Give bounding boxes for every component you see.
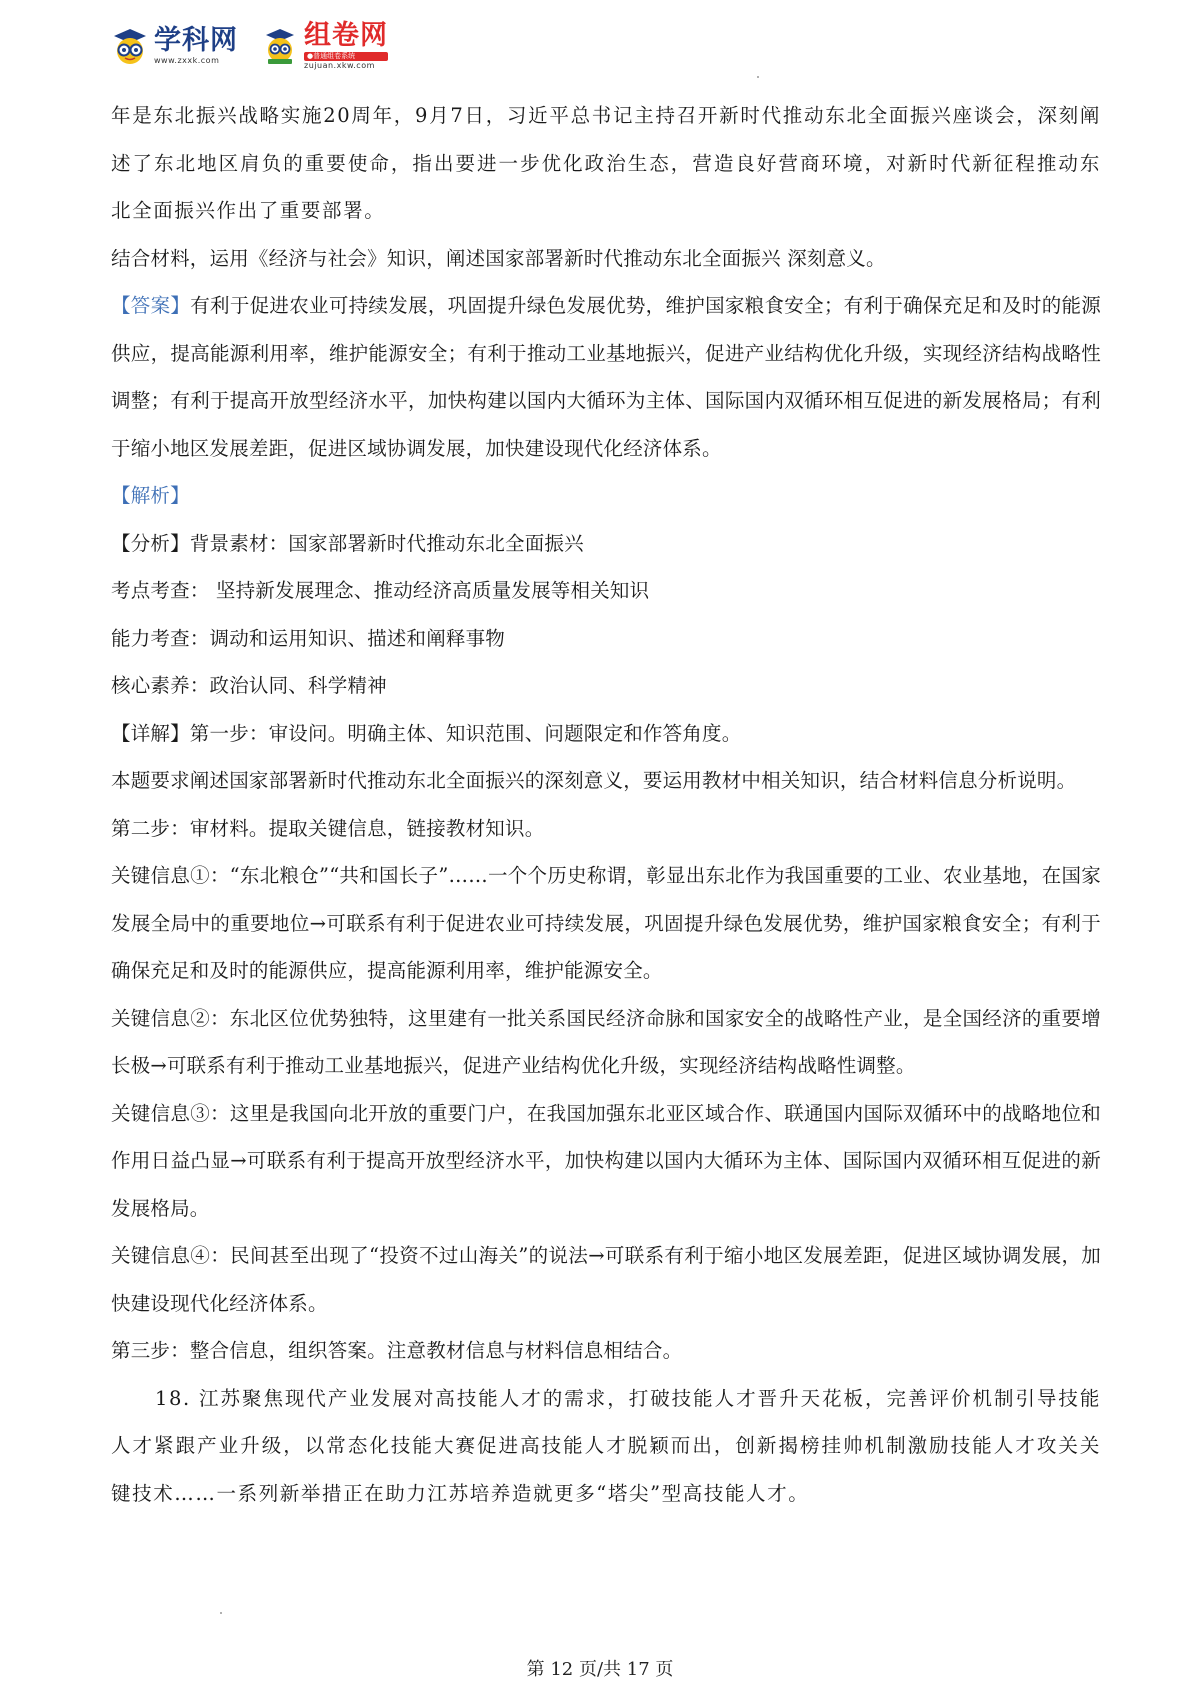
xuekewang-url: www.zxxk.com [154,56,220,65]
zujuanwang-mascot-icon [260,26,300,66]
scan-dot [220,1612,222,1614]
zujuanwang-title: 组卷网 [304,20,388,51]
analysis-tag: 【解析】 [111,484,190,507]
xuekewang-title: 学科网 [154,25,238,56]
answer-block [111,282,1101,472]
material-paragraph: 年是东北振兴战略实施20周年，9月7日，习近平总书记主持召开新时代推动东北全面振兴座谈会，深刻阐述了东北地区肩负的重要使命，指出要进一步优化政治生态，营造良好营商环境，对新时代新征程推动东北全面振兴作出了重要部署。 [111,104,1101,222]
analysis-background: 【分析】背景素材：国家部署新时代推动东北全面振兴 [111,531,584,555]
question-18: 18. 江苏聚焦现代产业发展对高技能人才的需求，打破技能人才晋升天花板，完善评价机制引导技能人才紧跟产业升级，以常态化技能大赛促进高技能人才脱颖而出，创新揭榜挂帅机制激励技能人才攻关关键技术……一系列新举措正在助力江苏培养造就更多“塔尖”型高技能人才。 [111,1386,1101,1505]
zujuanwang-url: zujuan.xkw.com [304,61,375,70]
analysis-ability: 能力考查：调动和运用知识、描述和阐释事物 [111,626,506,650]
analysis-core-literacy: 核心素养：政治认同、科学精神 [111,674,387,697]
page-number: 第 12 页/共 17 页 [526,1659,674,1680]
page-content [111,92,1101,1517]
detail-step-two: 第二步：审材料。提取关键信息，链接教材知识。 [111,816,545,840]
question-prompt: 结合材料，运用《经济与社会》知识，阐述国家部署新时代推动东北全面振兴 深刻意义。 [111,246,886,270]
zujuanwang-badge: ●普通组卷系统 [304,52,388,61]
key-info-1: 关键信息①：“东北粮仓”“共和国长子”……一个个历史称谓，彰显出东北作为我国重要的工业、农业基地，在国家发展全局中的重要地位→可联系有利于促进农业可持续发展，巩固提升绿色发展优势，维护国家粮食安全；有利于确保充足和及时的能源供应，提高能源利用率，维护能源安全。 [111,864,1101,982]
detail-step-three: 第三步：整合信息，组织答案。注意教材信息与材料信息相结合。 [111,1339,683,1362]
detail-requirement: 本题要求阐述国家部署新时代推动东北全面振兴的深刻意义，要运用教材中相关知识，结合材料信息分析说明。 [111,769,1077,792]
answer-tag: 【答案】 [111,294,191,317]
key-info-3: 关键信息③：这里是我国向北开放的重要门户，在我国加强东北亚区域合作、联通国内国际双循环中的战略地位和作用日益凸显→可联系有利于提高开放型经济水平，加快构建以国内大循环为主体、国际国内双循环相互促进的新发展格局。 [111,1101,1101,1220]
scan-dot [757,76,759,78]
xuekewang-mascot-icon [110,26,150,66]
detail-step-one: 【详解】第一步：审设问。明确主体、知识范围、问题限定和作答角度。 [111,721,742,745]
key-info-4: 关键信息④：民间甚至出现了“投资不过山海关”的说法→可联系有利于缩小地区发展差距，促进区域协调发展，加快建设现代化经济体系。 [111,1244,1101,1315]
key-info-2: 关键信息②：东北区位优势独特，这里建有一批关系国民经济命脉和国家安全的战略性产业，是全国经济的重要增长极→可联系有利于推动工业基地振兴，促进产业结构优化升级，实现经济结构战略性调整。 [111,1006,1101,1077]
analysis-exam-point: 考点考查： 坚持新发展理念、推动经济高质量发展等相关知识 [111,579,650,602]
xuekewang-logo[interactable] [110,26,238,66]
zujuanwang-logo[interactable] [260,21,388,71]
page-header [110,20,410,72]
answer-text: 有利于促进农业可持续发展，巩固提升绿色发展优势，维护国家粮食安全；有利于确保充足和及时的能源供应，提高能源利用率，维护能源安全；有利于推动工业基地振兴，促进产业结构优化升级，实现经济结构战略性调整；有利于提高开放型经济水平，加快构建以国内大循环为主体、国际国内双循环相互促进的新发展格局；有利于缩小地区发展差距，促进区域协调发展，加快建设现代化经济体系。 [111,294,1101,460]
